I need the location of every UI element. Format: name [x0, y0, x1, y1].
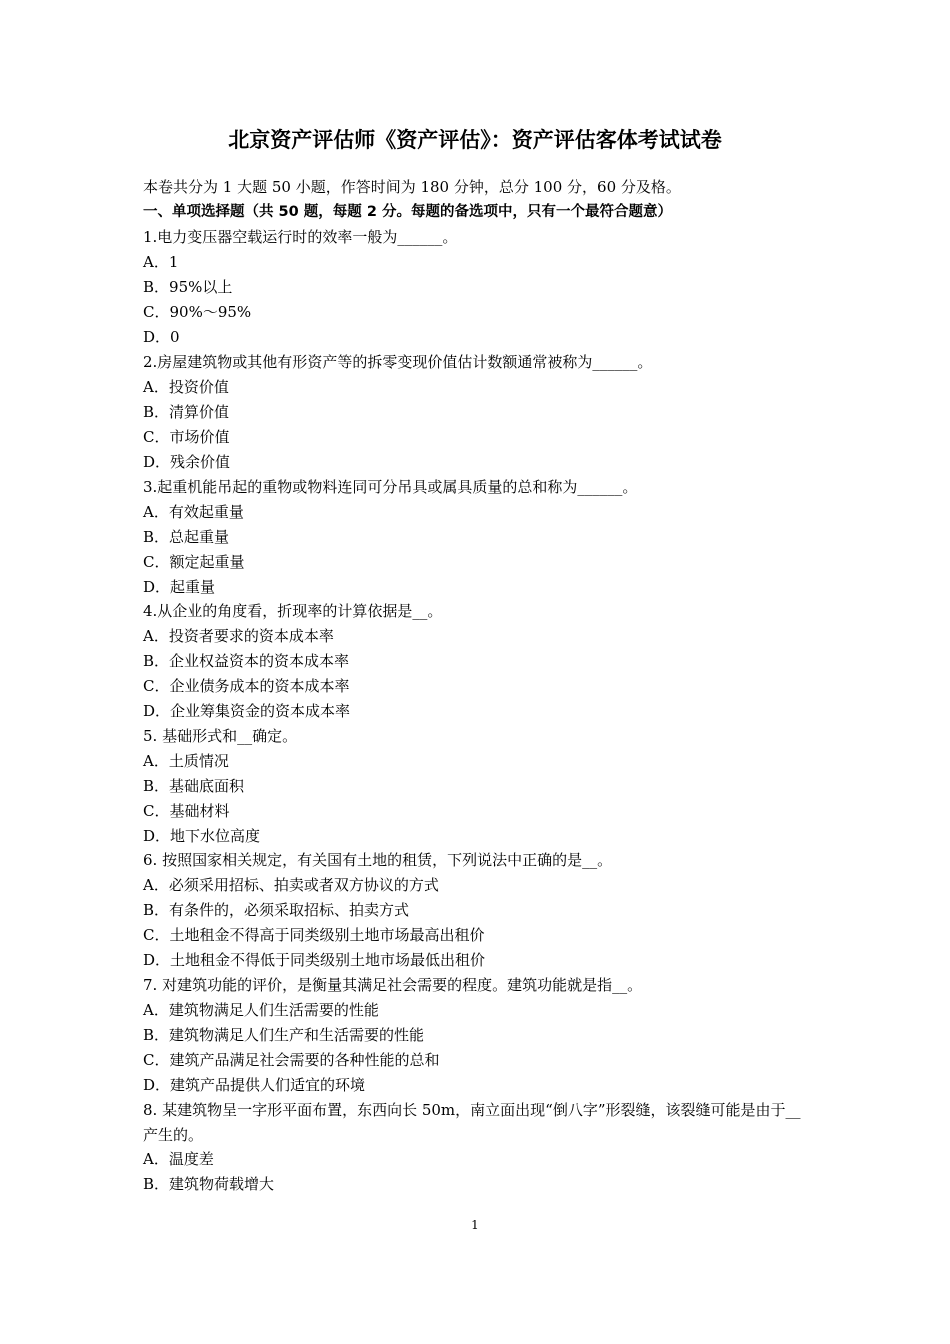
answer-option: A．温度差 [143, 1150, 214, 1168]
question-stem: 2.房屋建筑物或其他有形资产等的拆零变现价值估计数额通常被称为______。 [143, 353, 653, 371]
question-stem: 8. 某建筑物呈一字形平面布置，东西向长 50m，南立面出现“倒八字”形裂缝，该裂缝可能是由于__产生的。 [143, 1101, 801, 1144]
answer-option: B．清算价值 [143, 403, 230, 421]
answer-option: B．企业权益资本的资本成本率 [143, 652, 350, 670]
page-number: 1 [471, 1218, 479, 1232]
answer-option: D．企业筹集资金的资本成本率 [143, 702, 351, 720]
answer-option: C．企业债务成本的资本成本率 [143, 677, 350, 695]
question-stem: 3.起重机能吊起的重物或物料连同可分吊具或属具质量的总和称为______。 [143, 478, 638, 496]
question-stem: 1.电力变压器空载运行时的效率一般为______。 [143, 228, 458, 246]
answer-option: C．市场价值 [143, 428, 230, 446]
answer-option: D．起重量 [143, 578, 216, 596]
answer-option: A．土质情况 [143, 752, 229, 770]
answer-option: C．土地租金不得高于同类级别土地市场最高出租价 [143, 926, 485, 944]
answer-option: B．总起重量 [143, 528, 230, 546]
answer-option: A．有效起重量 [143, 503, 244, 521]
answer-option: A．必须采用招标、拍卖或者双方协议的方式 [143, 876, 439, 894]
answer-option: D．残余价值 [143, 453, 231, 471]
answer-option: D．建筑产品提供人们适宜的环境 [143, 1076, 366, 1094]
answer-option: A．投资者要求的资本成本率 [143, 627, 334, 645]
answer-option: B．95%以上 [143, 278, 233, 296]
answer-option: A．1 [143, 253, 179, 271]
answer-option: C．建筑产品满足社会需要的各种性能的总和 [143, 1051, 440, 1069]
answer-option: C．90%～95% [143, 303, 252, 321]
answer-option: D．地下水位高度 [143, 827, 261, 845]
answer-option: C．额定起重量 [143, 553, 245, 571]
answer-option: A．建筑物满足人们生活需要的性能 [143, 1001, 379, 1019]
question-stem: 7. 对建筑功能的评价，是衡量其满足社会需要的程度。建筑功能就是指__。 [143, 976, 643, 994]
answer-option: C．基础材料 [143, 802, 230, 820]
answer-option: B．有条件的，必须采取招标、拍卖方式 [143, 901, 410, 919]
exam-intro: 本卷共分为 1 大题 50 小题，作答时间为 180 分钟，总分 100 分，60 分及格。 [143, 178, 681, 196]
answer-option: B．基础底面积 [143, 777, 245, 795]
question-stem: 6. 按照国家相关规定，有关国有土地的租赁，下列说法中正确的是__。 [143, 851, 613, 869]
section-heading: 一、单项选择题（共 50 题，每题 2 分。每题的备选项中，只有一个最符合题意） [143, 204, 672, 220]
answer-option: A．投资价值 [143, 378, 229, 396]
answer-option: B．建筑物荷载增大 [143, 1175, 275, 1193]
question-stem: 5. 基础形式和__确定。 [143, 727, 298, 745]
answer-option: D．土地租金不得低于同类级别土地市场最低出租价 [143, 951, 486, 969]
answer-option: D．0 [143, 328, 180, 346]
document-title: 北京资产评估师《资产评估》：资产评估客体考试试卷 [228, 128, 722, 152]
answer-option: B．建筑物满足人们生产和生活需要的性能 [143, 1026, 425, 1044]
question-stem: 4.从企业的角度看，折现率的计算依据是__。 [143, 602, 443, 620]
